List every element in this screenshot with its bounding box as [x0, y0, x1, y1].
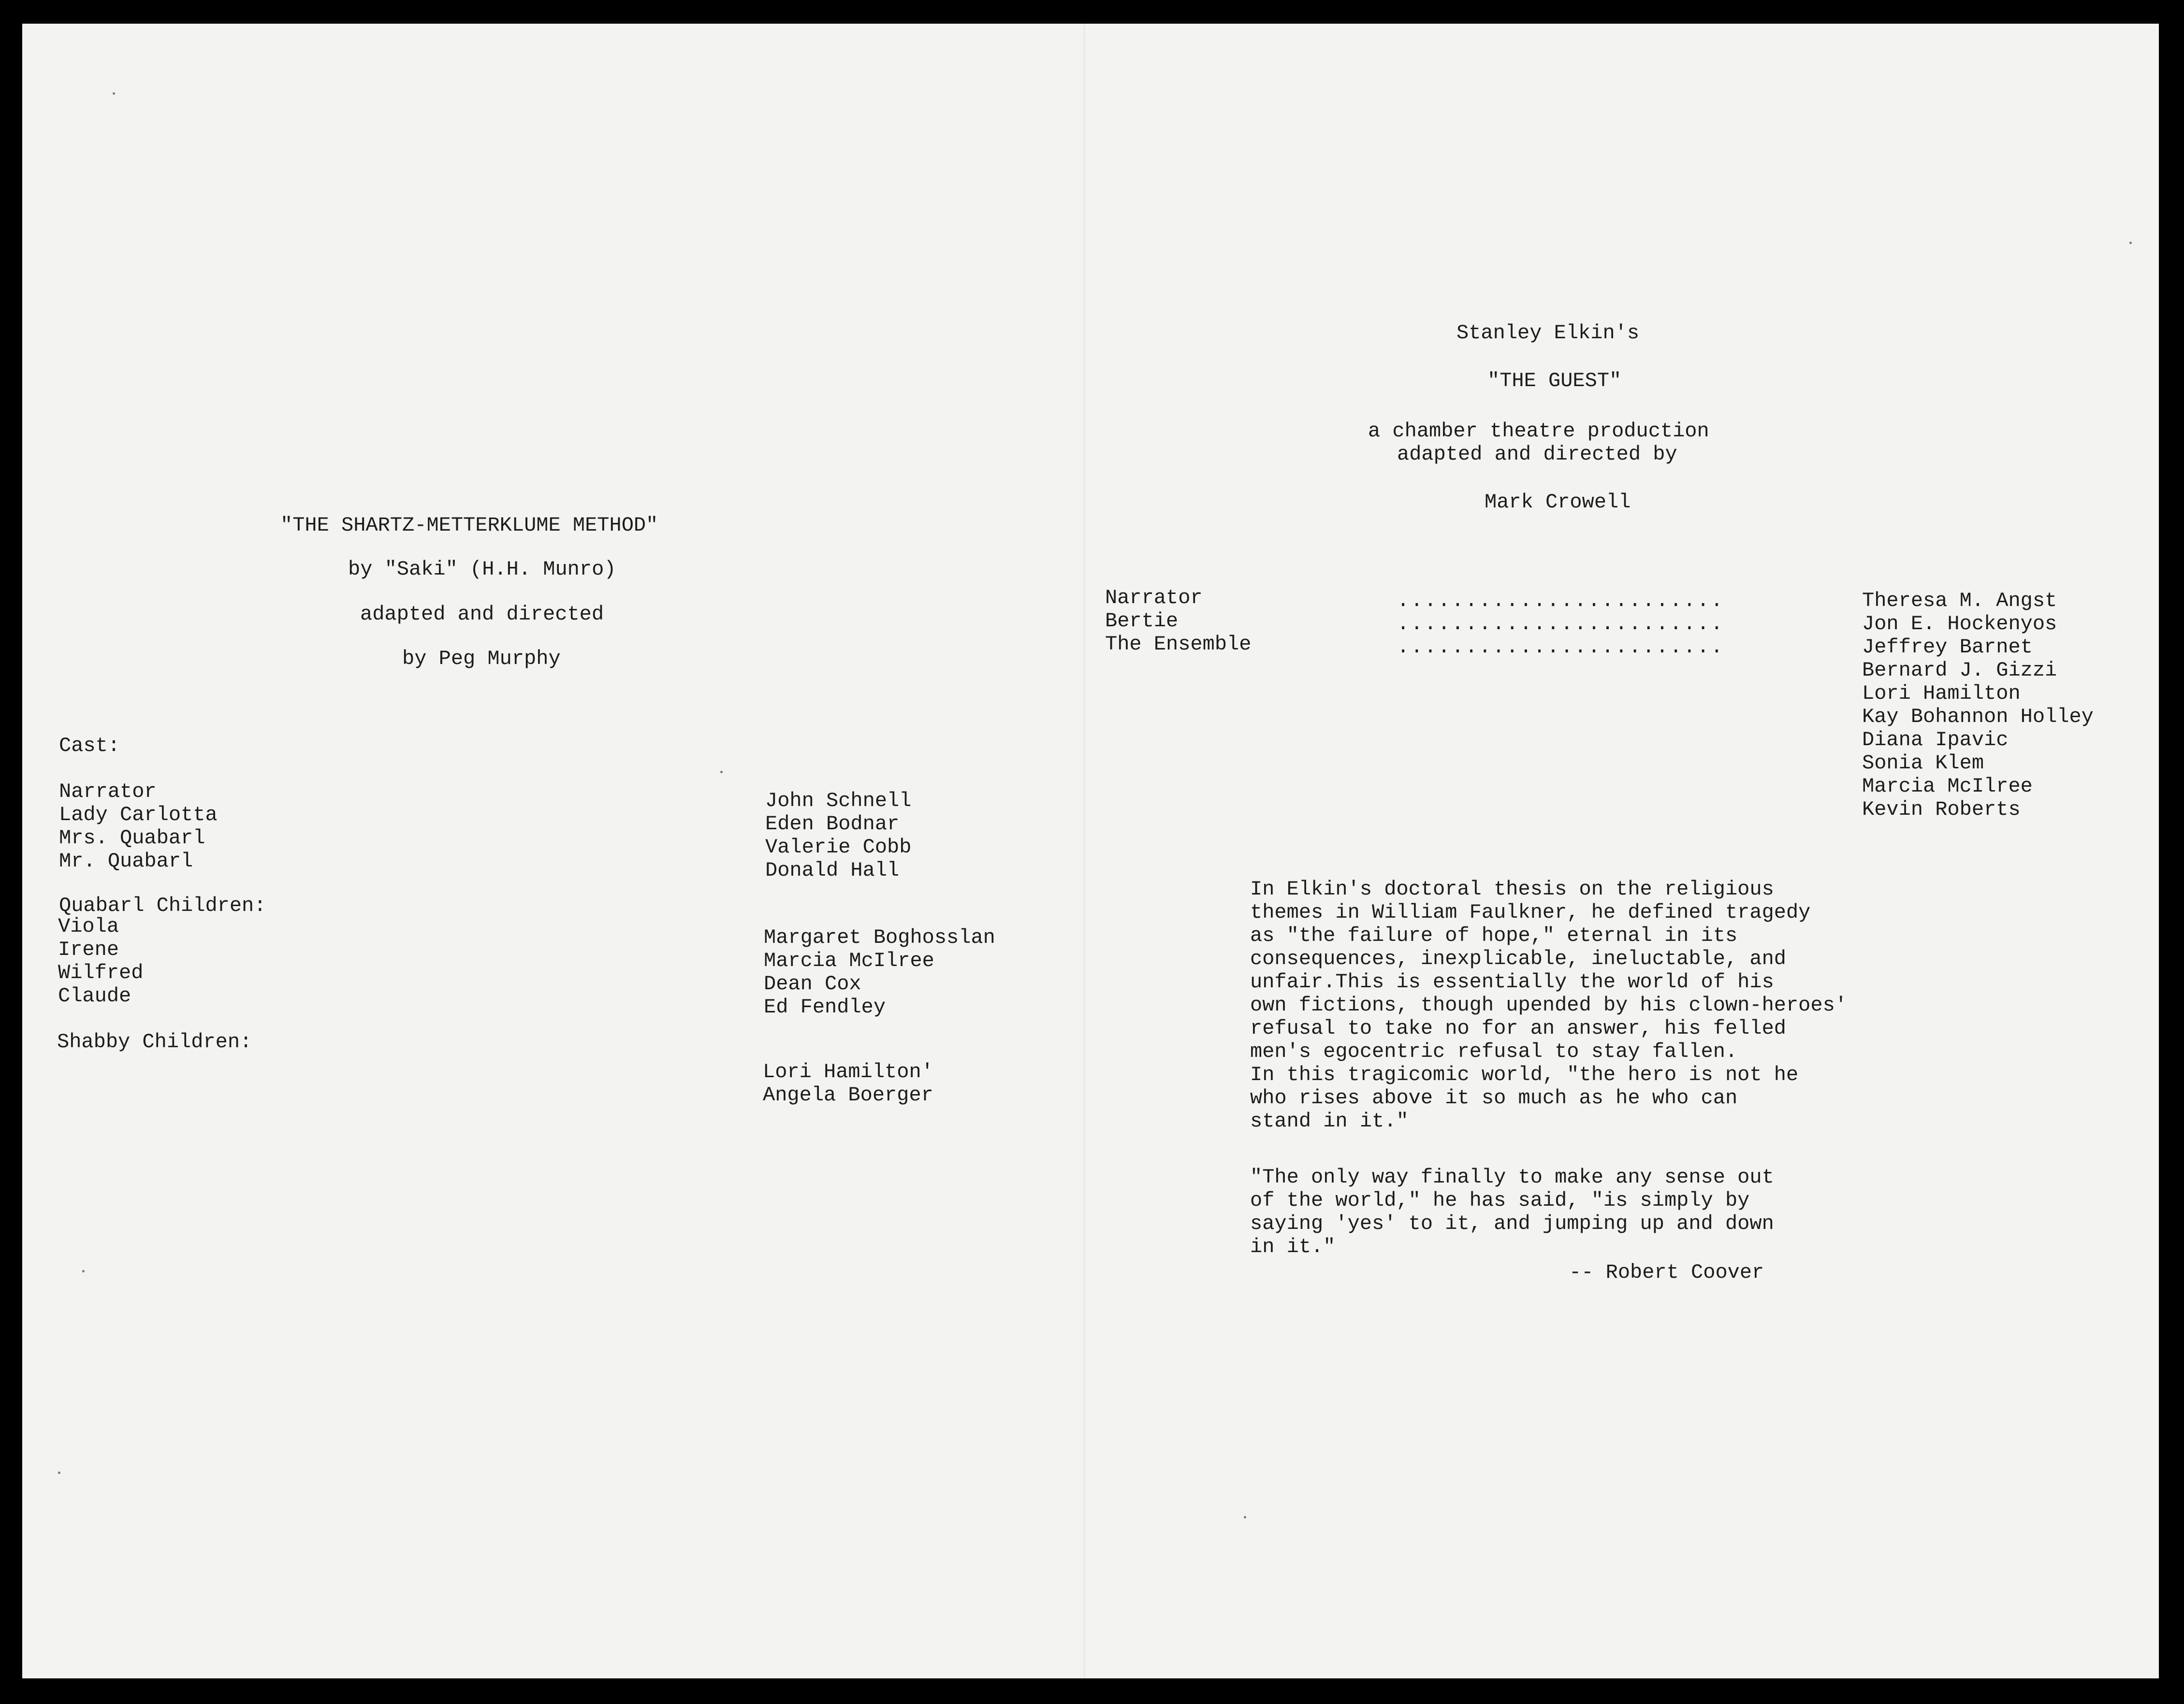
list-item: Lori Hamilton' — [763, 1060, 933, 1083]
left-byline: by "Saki" (H.H. Munro) — [348, 558, 616, 581]
list-item: Wilfred — [58, 961, 144, 984]
list-item: Valerie Cobb — [765, 836, 912, 859]
quabarl-children-label: Quabarl Children: — [59, 894, 266, 917]
list-item: Dean Cox — [764, 972, 861, 996]
list-item: Lori Hamilton — [1862, 682, 2021, 705]
list-item: Mr. Quabarl — [59, 850, 193, 873]
essay-line: of the world," he has said, "is simply by — [1250, 1189, 1750, 1212]
guest-actors-list — [1862, 589, 2094, 821]
actors-main-list — [765, 789, 911, 882]
list-item: Sonia Klem — [1862, 751, 1984, 775]
paper-speck — [82, 1270, 85, 1272]
left-director: by Peg Murphy — [402, 647, 561, 670]
essay-line: in it." — [1250, 1235, 1336, 1258]
essay-line: own fictions, though upended by his clown-heroes' — [1250, 994, 1848, 1017]
essay-line: who rises above it so much as he who can — [1250, 1086, 1738, 1110]
essay-line: themes in William Faulkner, he defined tragedy — [1250, 901, 1811, 924]
right-director: Mark Crowell — [1485, 491, 1631, 514]
list-item: Donald Hall — [765, 859, 900, 882]
essay-line: as "the failure of hope," eternal in its — [1250, 924, 1738, 947]
left-title: "THE SHARTZ-METTERKLUME METHOD" — [280, 514, 658, 537]
list-item: Lady Carlotta — [59, 803, 218, 826]
paper-speck — [2129, 242, 2132, 244]
essay-line: unfair.This is essentially the world of his — [1250, 970, 1774, 994]
essay-line: In Elkin's doctoral thesis on the religious — [1250, 878, 1774, 901]
left-adapted: adapted and directed — [360, 603, 604, 626]
list-item: Viola — [58, 915, 119, 938]
list-item: Diana Ipavic — [1862, 728, 2009, 751]
shabby-children-label: Shabby Children: — [57, 1030, 252, 1054]
essay-line: consequences, inexplicable, ineluctable, and — [1250, 947, 1786, 970]
dot-leader: ........................ — [1397, 635, 1724, 659]
list-item: Ed Fendley — [764, 996, 886, 1019]
guest-roles-list — [1105, 586, 1251, 656]
actors-shabby-list — [763, 1060, 933, 1107]
dot-leader: ........................ — [1397, 589, 1724, 612]
list-item: Jon E. Hockenyos — [1862, 612, 2057, 635]
list-item: Theresa M. Angst — [1862, 589, 2057, 612]
paper-speck — [1244, 1516, 1246, 1518]
list-item: Irene — [58, 938, 119, 961]
list-item: Kevin Roberts — [1862, 798, 2021, 821]
essay-paragraph-2 — [1250, 1166, 1774, 1258]
actors-quabarl-list — [764, 926, 995, 1019]
list-item: Bernard J. Gizzi — [1862, 659, 2057, 682]
list-item: Eden Bodnar — [765, 812, 900, 836]
essay-line: "The only way finally to make any sense out — [1250, 1166, 1774, 1189]
right-subtitle-2: adapted and directed by — [1397, 443, 1677, 466]
essay-attribution: -- Robert Coover — [1569, 1261, 1764, 1284]
list-item: Claude — [58, 984, 131, 1008]
list-item: Narrator — [59, 780, 157, 803]
essay-line: saying 'yes' to it, and jumping up and down — [1250, 1212, 1774, 1235]
list-item: Bertie — [1105, 609, 1179, 633]
program-sheet — [22, 24, 2159, 1678]
list-item: Angela Boerger — [763, 1083, 933, 1107]
list-item: Marcia McIlree — [764, 949, 934, 972]
essay-line: refusal to take no for an answer, his felled — [1250, 1017, 1786, 1040]
cast-label: Cast: — [59, 734, 120, 757]
essay-line: men's egocentric refusal to stay fallen. — [1250, 1040, 1738, 1063]
list-item: Margaret Boghosslan — [764, 926, 995, 949]
paper-speck — [58, 1472, 60, 1474]
list-item: Kay Bohannon Holley — [1862, 705, 2094, 728]
list-item: The Ensemble — [1105, 633, 1252, 656]
roles-main-list — [59, 780, 218, 873]
paper-speck — [720, 771, 723, 773]
list-item: Mrs. Quabarl — [59, 826, 205, 850]
essay-line: stand in it." — [1250, 1110, 1409, 1133]
essay-line: In this tragicomic world, "the hero is not he — [1250, 1063, 1799, 1086]
list-item: Marcia McIlree — [1862, 775, 2033, 798]
right-subtitle-1: a chamber theatre production — [1368, 419, 1709, 443]
quabarl-children-list — [58, 915, 143, 1008]
paper-speck — [113, 92, 115, 95]
list-item: Narrator — [1105, 586, 1203, 609]
list-item: John Schnell — [765, 789, 912, 812]
right-author: Stanley Elkin's — [1456, 321, 1640, 345]
essay-paragraph-1 — [1250, 878, 1847, 1133]
dot-leader: ........................ — [1397, 612, 1724, 635]
center-fold — [1084, 24, 1085, 1678]
right-title: "THE GUEST" — [1487, 369, 1622, 392]
list-item: Jeffrey Barnet — [1862, 635, 2033, 659]
